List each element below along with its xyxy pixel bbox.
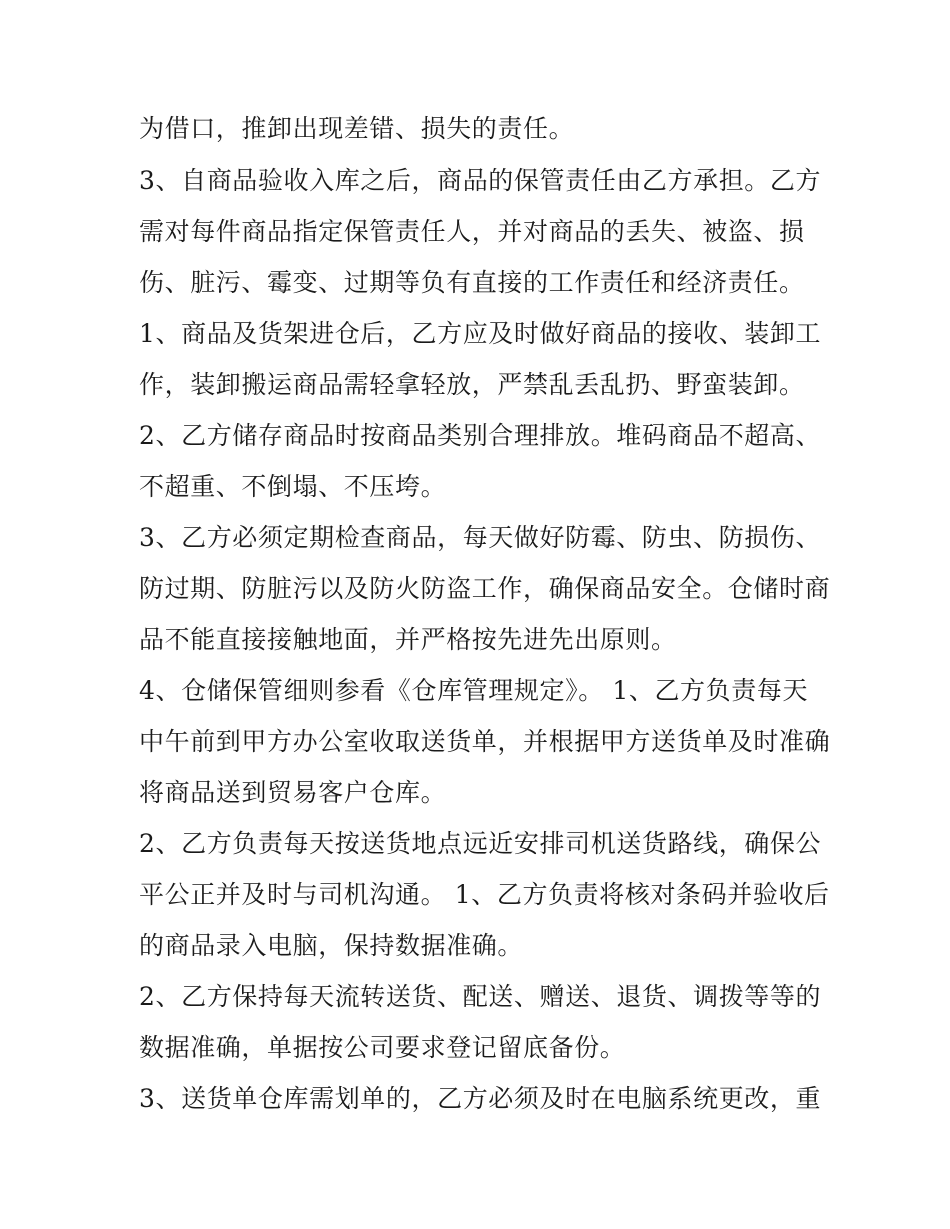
text-line: 不超重、不倒塌、不压垮。 [139, 472, 447, 501]
text-line: 3、乙方必须定期检查商品，每天做好防霉、防虫、防损伤、 [139, 523, 822, 552]
text-line: 2、乙方储存商品时按商品类别合理排放。堆码商品不超高、 [139, 421, 822, 450]
text-line: 需对每件商品指定保管责任人，并对商品的丢失、被盗、损 [139, 217, 805, 246]
text-line: 3、自商品验收入库之后，商品的保管责任由乙方承担。乙方 [139, 166, 822, 195]
text-line: 3、送货单仓库需划单的，乙方必须及时在电脑系统更改，重 [139, 1084, 822, 1113]
text-line: 的商品录入电脑，保持数据准确。 [139, 931, 524, 960]
text-line: 2、乙方保持每天流转送货、配送、赠送、退货、调拨等等的 [139, 982, 822, 1011]
text-line: 1、商品及货架进仓后，乙方应及时做好商品的接收、装卸工 [139, 319, 822, 348]
text-line: 平公正并及时与司机沟通。 1、乙方负责将核对条码并验收后 [139, 880, 830, 909]
text-line: 作，装卸搬运商品需轻拿轻放，严禁乱丢乱扔、野蛮装卸。 [139, 370, 805, 399]
text-line: 数据准确，单据按公司要求登记留底备份。 [139, 1033, 626, 1062]
text-line: 2、乙方负责每天按送货地点远近安排司机送货路线，确保公 [139, 829, 822, 858]
text-line: 品不能直接接触地面，并严格按先进先出原则。 [139, 625, 677, 654]
text-line: 为借口，推卸出现差错、损失的责任。 [139, 114, 575, 143]
text-line: 将商品送到贸易客户仓库。 [139, 778, 447, 807]
text-line: 中午前到甲方办公室收取送货单，并根据甲方送货单及时准确 [139, 727, 831, 756]
text-line: 伤、脏污、霉变、过期等负有直接的工作责任和经济责任。 [139, 268, 805, 297]
text-line: 4、仓储保管细则参看《仓库管理规定》。 1、乙方负责每天 [139, 676, 809, 705]
text-line: 防过期、防脏污以及防火防盗工作，确保商品安全。仓储时商 [139, 574, 831, 603]
